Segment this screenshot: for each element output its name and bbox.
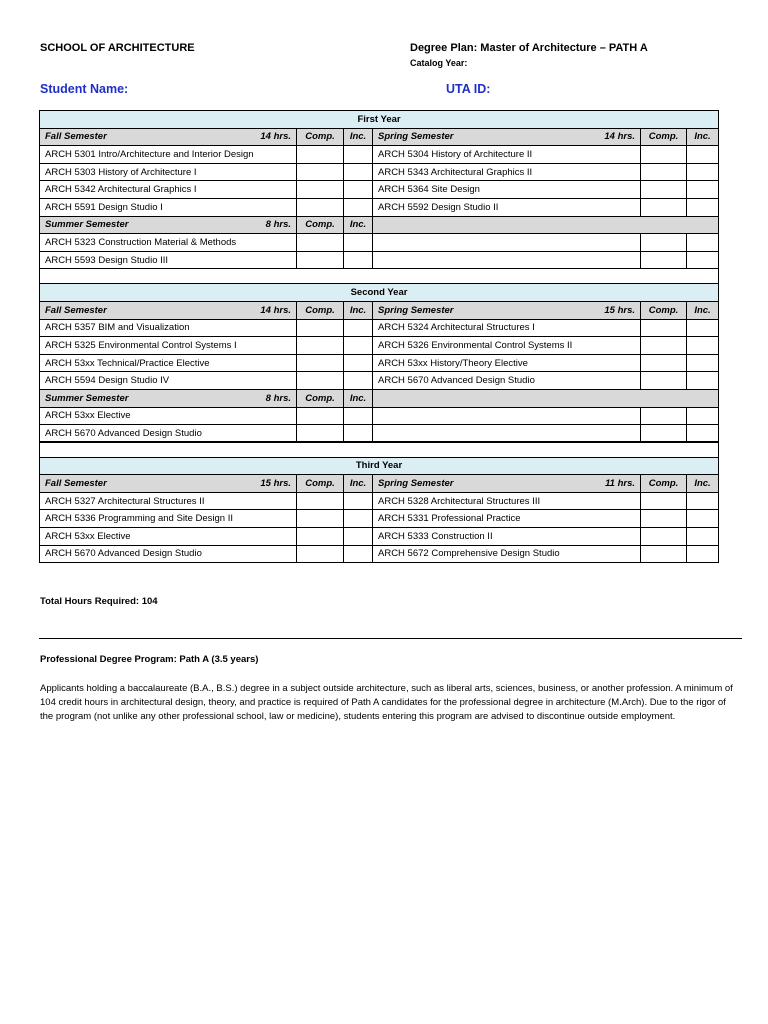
empty-cell	[641, 251, 687, 269]
course-cell: ARCH 5324 Architectural Structures I	[373, 319, 641, 337]
semester-hours: 14 hrs.	[260, 131, 291, 143]
program-title: Professional Degree Program: Path A (3.5 years)	[40, 654, 259, 665]
semester-hours: 8 hrs.	[265, 392, 291, 404]
course-cell: ARCH 5323 Construction Material & Methods	[40, 234, 297, 252]
comp-checkbox	[641, 319, 687, 337]
semester-header	[40, 216, 297, 234]
empty-cell	[641, 234, 687, 252]
comp-checkbox	[641, 528, 687, 546]
comp-header: Comp.	[297, 216, 344, 234]
inc-checkbox	[344, 407, 373, 425]
inc-checkbox	[687, 528, 719, 546]
semester-row	[40, 301, 719, 319]
semester-label: Spring Semester	[378, 304, 454, 316]
semester-row	[40, 389, 719, 407]
empty-cell	[373, 425, 641, 443]
inc-checkbox	[687, 198, 719, 216]
semester-header	[373, 128, 641, 146]
empty-cell	[373, 216, 719, 234]
course-cell: ARCH 5327 Architectural Structures II	[40, 492, 297, 510]
spacer-row	[40, 442, 719, 457]
course-cell: ARCH 5331 Professional Practice	[373, 510, 641, 528]
semester-label: Summer Semester	[45, 392, 129, 404]
comp-checkbox	[641, 354, 687, 372]
comp-checkbox	[641, 545, 687, 563]
table-row	[40, 510, 719, 528]
course-cell: ARCH 5326 Environmental Control Systems II	[373, 337, 641, 355]
table-row	[40, 425, 719, 443]
semester-label: Spring Semester	[378, 131, 454, 143]
comp-checkbox	[297, 407, 344, 425]
semester-hours: 15 hrs.	[604, 304, 635, 316]
semester-header	[40, 475, 297, 493]
comp-checkbox	[297, 198, 344, 216]
semester-hours: 15 hrs.	[260, 478, 291, 490]
course-cell: ARCH 5591 Design Studio I	[40, 198, 297, 216]
comp-checkbox	[641, 510, 687, 528]
comp-checkbox	[297, 146, 344, 164]
semester-header	[40, 128, 297, 146]
inc-checkbox	[344, 163, 373, 181]
inc-header: Inc.	[687, 128, 719, 146]
table-row	[40, 251, 719, 269]
comp-header: Comp.	[297, 301, 344, 319]
course-cell: ARCH 5303 History of Architecture I	[40, 163, 297, 181]
semester-header	[40, 389, 297, 407]
semester-header	[40, 301, 297, 319]
semester-hours: 14 hrs.	[260, 304, 291, 316]
course-cell: ARCH 5364 Site Design	[373, 181, 641, 199]
course-cell: ARCH 53xx History/Theory Elective	[373, 354, 641, 372]
inc-header: Inc.	[344, 128, 373, 146]
comp-checkbox	[641, 163, 687, 181]
empty-cell	[373, 251, 641, 269]
course-cell: ARCH 5342 Architectural Graphics I	[40, 181, 297, 199]
semester-hours: 11 hrs.	[605, 478, 635, 490]
inc-checkbox	[344, 425, 373, 443]
comp-checkbox	[297, 372, 344, 390]
semester-label: Fall Semester	[45, 304, 107, 316]
table-row	[40, 372, 719, 390]
semester-row	[40, 475, 719, 493]
semester-row	[40, 128, 719, 146]
year-title: Third Year	[40, 457, 719, 475]
inc-checkbox	[344, 251, 373, 269]
course-cell: ARCH 5325 Environmental Control Systems I	[40, 337, 297, 355]
course-cell: ARCH 5357 BIM and Visualization	[40, 319, 297, 337]
empty-cell	[373, 407, 641, 425]
program-description: Applicants holding a baccalaureate (B.A., B.S.) degree in a subject outside architecture, such as liberal arts, sciences, business, or another profession. A minimum of 104 credit hours in architectural design, theory, and practice is required of Path A candidates for the professional degree in architecture (M.Arch). Due to the rigor of the program (not unlike any other professional school, law or medicine), students entering this program are advised to discontinue outside employment.	[40, 683, 733, 722]
comp-checkbox	[297, 510, 344, 528]
course-cell: ARCH 5343 Architectural Graphics II	[373, 163, 641, 181]
course-cell: ARCH 53xx Technical/Practice Elective	[40, 354, 297, 372]
comp-checkbox	[641, 337, 687, 355]
course-cell: ARCH 5670 Advanced Design Studio	[373, 372, 641, 390]
course-cell: ARCH 5592 Design Studio II	[373, 198, 641, 216]
semester-label: Summer Semester	[45, 219, 129, 231]
inc-checkbox	[687, 510, 719, 528]
table-row	[40, 319, 719, 337]
comp-checkbox	[297, 181, 344, 199]
empty-cell	[687, 251, 719, 269]
year-row	[40, 284, 719, 302]
inc-checkbox	[344, 198, 373, 216]
comp-checkbox	[297, 337, 344, 355]
comp-checkbox	[297, 234, 344, 252]
comp-header: Comp.	[641, 128, 687, 146]
inc-header: Inc.	[687, 301, 719, 319]
course-cell: ARCH 5670 Advanced Design Studio	[40, 425, 297, 443]
inc-checkbox	[687, 146, 719, 164]
inc-header: Inc.	[344, 475, 373, 493]
semester-hours: 14 hrs.	[604, 131, 635, 143]
semester-label: Fall Semester	[45, 478, 107, 490]
comp-checkbox	[297, 545, 344, 563]
empty-cell	[373, 234, 641, 252]
course-cell: ARCH 53xx Elective	[40, 407, 297, 425]
semester-label: Spring Semester	[378, 478, 454, 490]
inc-checkbox	[344, 354, 373, 372]
year-row	[40, 457, 719, 475]
empty-cell	[687, 407, 719, 425]
comp-checkbox	[641, 181, 687, 199]
comp-checkbox	[641, 492, 687, 510]
course-cell: ARCH 5336 Programming and Site Design II	[40, 510, 297, 528]
inc-checkbox	[687, 492, 719, 510]
inc-checkbox	[344, 146, 373, 164]
inc-checkbox	[687, 181, 719, 199]
inc-checkbox	[687, 337, 719, 355]
inc-checkbox	[344, 319, 373, 337]
comp-checkbox	[297, 251, 344, 269]
degree-plan-title: Degree Plan: Master of Architecture – PATH A	[410, 42, 648, 54]
comp-checkbox	[641, 146, 687, 164]
course-cell: ARCH 5594 Design Studio IV	[40, 372, 297, 390]
course-cell: ARCH 5672 Comprehensive Design Studio	[373, 545, 641, 563]
year-title: Second Year	[40, 284, 719, 302]
comp-checkbox	[297, 319, 344, 337]
inc-checkbox	[687, 354, 719, 372]
year-row	[40, 111, 719, 129]
inc-header: Inc.	[687, 475, 719, 493]
inc-checkbox	[344, 234, 373, 252]
course-cell: ARCH 5670 Advanced Design Studio	[40, 545, 297, 563]
comp-header: Comp.	[641, 475, 687, 493]
spacer-cell	[40, 442, 719, 457]
inc-checkbox	[687, 319, 719, 337]
table-row	[40, 528, 719, 546]
comp-checkbox	[297, 163, 344, 181]
year-title: First Year	[40, 111, 719, 129]
student-name-label: Student Name:	[40, 82, 129, 96]
comp-checkbox	[297, 492, 344, 510]
empty-cell	[641, 407, 687, 425]
empty-cell	[687, 234, 719, 252]
inc-checkbox	[344, 372, 373, 390]
empty-cell	[687, 425, 719, 443]
comp-checkbox	[297, 354, 344, 372]
course-cell: ARCH 5333 Construction II	[373, 528, 641, 546]
inc-header: Inc.	[344, 216, 373, 234]
school-title: SCHOOL OF ARCHITECTURE	[40, 42, 195, 54]
table-row	[40, 146, 719, 164]
empty-cell	[641, 425, 687, 443]
divider	[39, 638, 742, 639]
inc-checkbox	[687, 163, 719, 181]
uta-id-label: UTA ID:	[446, 82, 491, 96]
comp-header: Comp.	[641, 301, 687, 319]
table-row	[40, 354, 719, 372]
table-row	[40, 163, 719, 181]
spacer-cell	[40, 269, 719, 284]
inc-header: Inc.	[344, 301, 373, 319]
total-hours: Total Hours Required: 104	[40, 596, 158, 607]
inc-checkbox	[344, 528, 373, 546]
semester-label: Fall Semester	[45, 131, 107, 143]
comp-checkbox	[297, 528, 344, 546]
table-row	[40, 234, 719, 252]
inc-checkbox	[344, 545, 373, 563]
inc-checkbox	[344, 510, 373, 528]
inc-checkbox	[344, 337, 373, 355]
course-cell: ARCH 5328 Architectural Structures III	[373, 492, 641, 510]
inc-header: Inc.	[344, 389, 373, 407]
semester-hours: 8 hrs.	[265, 219, 291, 231]
table-row	[40, 198, 719, 216]
comp-checkbox	[641, 372, 687, 390]
table-row	[40, 181, 719, 199]
semester-header	[373, 301, 641, 319]
table-row	[40, 407, 719, 425]
empty-cell	[373, 389, 719, 407]
spacer-row	[40, 269, 719, 284]
degree-plan-table	[39, 110, 719, 563]
semester-row	[40, 216, 719, 234]
table-row	[40, 545, 719, 563]
table-row	[40, 337, 719, 355]
comp-header: Comp.	[297, 475, 344, 493]
inc-checkbox	[687, 372, 719, 390]
course-cell: ARCH 5301 Intro/Architecture and Interior Design	[40, 146, 297, 164]
inc-checkbox	[344, 181, 373, 199]
comp-header: Comp.	[297, 389, 344, 407]
course-cell: ARCH 5304 History of Architecture II	[373, 146, 641, 164]
comp-header: Comp.	[297, 128, 344, 146]
comp-checkbox	[297, 425, 344, 443]
course-cell: ARCH 53xx Elective	[40, 528, 297, 546]
inc-checkbox	[687, 545, 719, 563]
catalog-year-label: Catalog Year:	[410, 58, 468, 68]
comp-checkbox	[641, 198, 687, 216]
table-row	[40, 492, 719, 510]
course-cell: ARCH 5593 Design Studio III	[40, 251, 297, 269]
semester-header	[373, 475, 641, 493]
inc-checkbox	[344, 492, 373, 510]
